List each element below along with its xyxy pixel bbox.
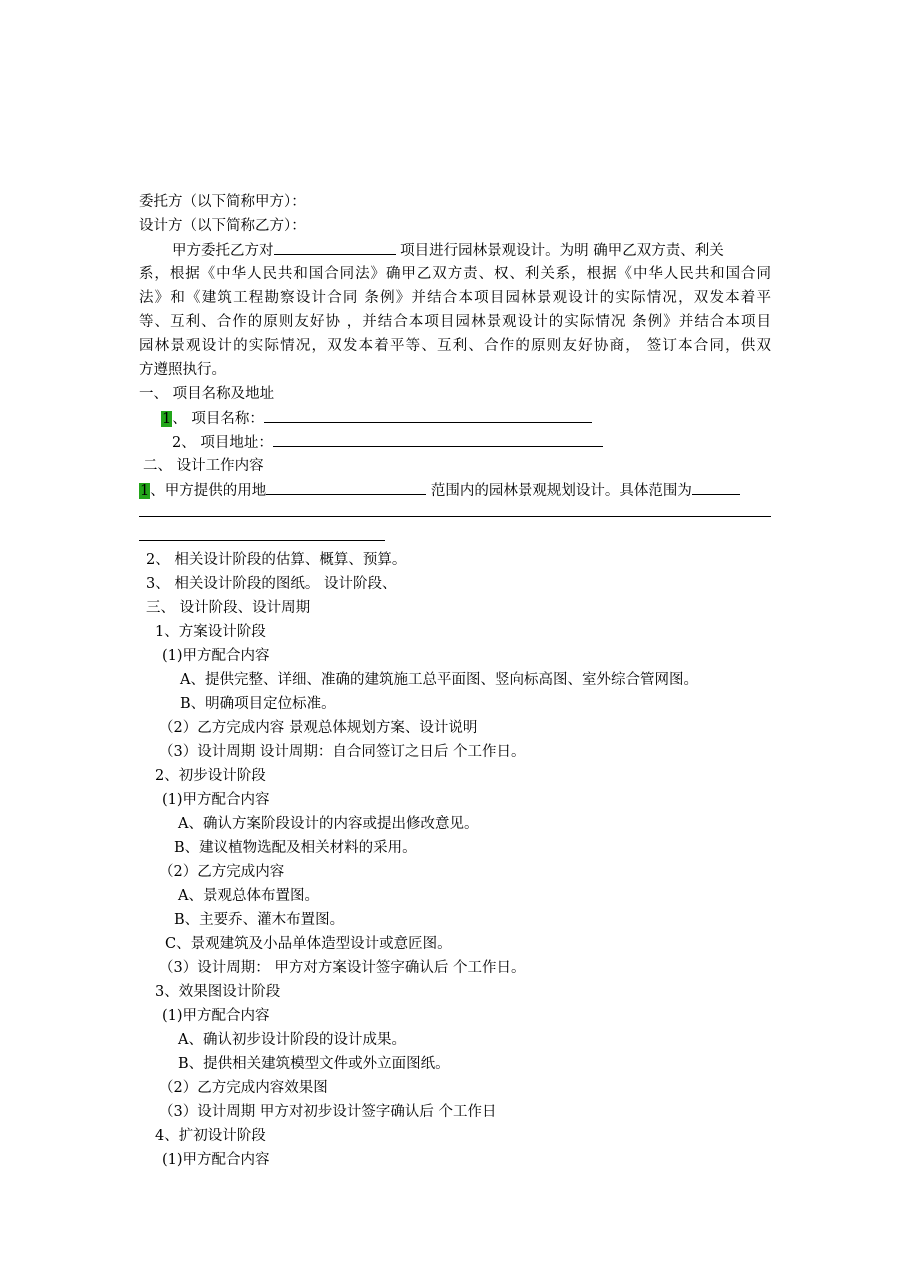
stage-1-period: （3）设计周期 设计周期：自合同签订之日后 个工作日。 bbox=[159, 744, 526, 760]
intro-line-1 bbox=[172, 240, 724, 261]
estimate-item: 2、 相关设计阶段的估算、概算、预算。 bbox=[146, 552, 407, 568]
drawings-item: 3、 相关设计阶段的图纸。 设计阶段、 bbox=[146, 576, 397, 592]
section-3-heading: 三、 设计阶段、设计周期 bbox=[146, 600, 311, 616]
stage-1-client-a: A、提供完整、详细、准确的建筑施工总平面图、竖向标高图、室外综合管网图。 bbox=[180, 672, 698, 688]
project-name-label: 、 项目名称： bbox=[172, 411, 264, 427]
highlight-number: 1 bbox=[140, 483, 150, 499]
stage-2-period: （3）设计周期： 甲方对方案设计签字确认后 个工作日。 bbox=[159, 960, 526, 976]
scope-blank-end bbox=[692, 480, 740, 495]
scope-blank-line-3 bbox=[139, 540, 385, 541]
client-party-line: 委托方（以下简称甲方）： bbox=[139, 194, 306, 210]
intro-line-6: 方遵照执行。 bbox=[139, 362, 226, 378]
site-scope-line bbox=[139, 480, 740, 501]
section-1-heading: 一、 项目名称及地址 bbox=[139, 386, 275, 402]
stage-2-deliver-heading: （2）乙方完成内容 bbox=[159, 864, 285, 880]
stage-4-client-heading: (1)甲方配合内容 bbox=[162, 1152, 270, 1168]
stage-1-title: 1、方案设计阶段 bbox=[155, 624, 266, 640]
stage-2-deliver-a: A、景观总体布置图。 bbox=[178, 888, 319, 904]
project-name-line bbox=[161, 408, 592, 429]
stage-3-title: 3、效果图设计阶段 bbox=[155, 984, 281, 1000]
stage-1-client-b: B、明确项目定位标准。 bbox=[180, 696, 336, 712]
intro-line-3: 法》和《建筑工程勘察设计合同 条例》并结合本项目园林景观设计的实际情况，双发本着平 bbox=[139, 290, 771, 306]
stage-3-client-heading: (1)甲方配合内容 bbox=[162, 1008, 270, 1024]
intro-text-1b: 项目进行园林景观设计。为明 确甲乙双方责、利关 bbox=[400, 243, 724, 259]
intro-text-1a: 甲方委托乙方对 bbox=[172, 243, 274, 259]
stage-2-client-b: B、建议植物选配及相关材料的采用。 bbox=[174, 840, 417, 856]
stage-3-client-a: A、确认初步设计阶段的设计成果。 bbox=[178, 1032, 406, 1048]
scope-blank-line-2 bbox=[139, 516, 771, 517]
stage-1-client-heading: (1)甲方配合内容 bbox=[162, 648, 270, 664]
section-2-heading: 二、 设计工作内容 bbox=[143, 458, 264, 474]
stage-2-client-heading: (1)甲方配合内容 bbox=[162, 792, 270, 808]
project-name-blank bbox=[264, 408, 592, 423]
site-scope-text-a: 、甲方提供的用地 bbox=[150, 483, 267, 499]
highlight-number: 1 bbox=[162, 411, 172, 427]
stage-3-period: （3）设计周期 甲方对初步设计签字确认后 个工作日 bbox=[159, 1104, 497, 1120]
site-area-blank bbox=[266, 480, 426, 495]
stage-3-client-b: B、提供相关建筑模型文件或外立面图纸。 bbox=[178, 1056, 450, 1072]
project-address-blank bbox=[273, 432, 603, 447]
stage-2-deliver-b: B、主要乔、灌木布置图。 bbox=[174, 912, 345, 928]
stage-4-title: 4、扩初设计阶段 bbox=[155, 1128, 266, 1144]
stage-2-title: 2、初步设计阶段 bbox=[155, 768, 266, 784]
designer-party-line: 设计方（以下简称乙方）： bbox=[139, 218, 306, 234]
stage-3-deliverables: （2）乙方完成内容效果图 bbox=[159, 1080, 328, 1096]
stage-2-deliver-c: C、景观建筑及小品单体造型设计或意匠图。 bbox=[165, 936, 452, 952]
intro-line-4: 等、互利、合作的原则友好协 ，并结合本项目园林景观设计的实际情况 条例》并结合本项目 bbox=[139, 314, 771, 330]
project-address-line bbox=[172, 432, 603, 453]
intro-line-5: 园林景观设计的实际情况，双发本着平等、互利、合作的原则友好协商， 签订本合同，供双 bbox=[139, 338, 771, 354]
intro-line-2: 系，根据《中华人民共和国合同法》确甲乙双方责、权、利关系，根据《中华人民共和国合同 bbox=[139, 266, 771, 282]
site-scope-text-b: 范围内的园林景观规划设计。具体范围为 bbox=[430, 483, 692, 499]
stage-1-deliverables: （2）乙方完成内容 景观总体规划方案、设计说明 bbox=[159, 720, 478, 736]
project-address-label: 2、 项目地址： bbox=[172, 435, 273, 451]
stage-2-client-a: A、确认方案阶段设计的内容或提出修改意见。 bbox=[178, 816, 479, 832]
project-blank bbox=[274, 240, 396, 255]
